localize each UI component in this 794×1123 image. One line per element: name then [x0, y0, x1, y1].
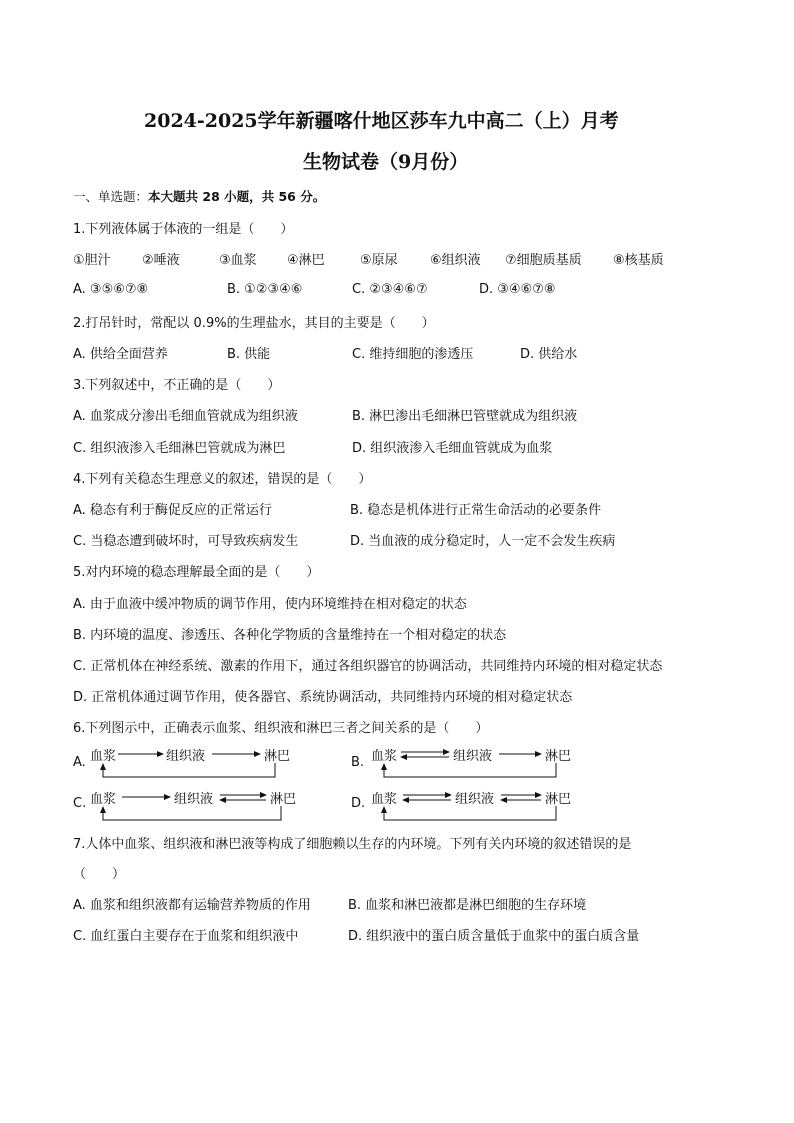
node-lymph: 淋巴 [545, 749, 572, 764]
question-5-stem: 5.对内环境的稳态理解最全面的是（ ） [73, 565, 320, 580]
q2-option-a: A. 供给全面营养 [73, 347, 168, 362]
q3-option-a: A. 血浆成分渗出毛细血管就成为组织液 [73, 409, 298, 424]
section-heading [73, 187, 325, 205]
diagram-b-arrows [369, 743, 579, 783]
node-plasma: 血浆 [90, 749, 117, 764]
section-text: 本大题共 28 小题，共 56 分。 [148, 189, 326, 204]
q1-item: ⑧核基质 [613, 253, 664, 268]
q1-item: ⑥组织液 [430, 253, 481, 268]
q1-option-b: B. ①②③④⑥ [227, 282, 303, 297]
question-2-stem: 2.打吊针时，常配以 0.9%的生理盐水，其目的主要是（ ） [73, 316, 435, 331]
q1-item: ③血浆 [219, 253, 257, 268]
q7-option-b: B. 血浆和淋巴液都是淋巴细胞的生存环境 [348, 898, 587, 913]
question-7-stem: 7.人体中血浆、组织液和淋巴液等构成了细胞赖以生存的内环境。下列有关内环境的叙述错误的是 [73, 837, 632, 852]
diagram-d-arrows [369, 786, 584, 826]
node-lymph: 淋巴 [545, 792, 572, 807]
node-plasma: 血浆 [371, 749, 398, 764]
q5-option-b: B. 内环境的温度、渗透压、各种化学物质的含量维持在一个相对稳定的状态 [73, 628, 507, 643]
q1-item: ①胆汁 [73, 253, 111, 268]
question-4-stem: 4.下列有关稳态生理意义的叙述，错误的是（ ） [73, 472, 372, 487]
diagram-c-arrows [88, 786, 303, 826]
q4-option-a: A. 稳态有利于酶促反应的正常运行 [73, 503, 272, 518]
q5-option-c: C. 正常机体在神经系统、激素的作用下，通过各组织器官的协调活动，共同维持内环境的相对稳定状态 [73, 659, 663, 674]
question-6-stem: 6.下列图示中，正确表示血浆、组织液和淋巴三者之间关系的是（ ） [73, 721, 489, 736]
q6-option-b-label: B. [351, 755, 365, 770]
node-tissue-fluid: 组织液 [455, 792, 495, 807]
node-tissue-fluid: 组织液 [174, 792, 214, 807]
q1-option-d: D. ③④⑥⑦⑧ [479, 282, 556, 297]
q6-option-a-label: A. [73, 755, 86, 770]
q5-option-a: A. 由于血液中缓冲物质的调节作用，使内环境维持在相对稳定的状态 [73, 597, 467, 612]
q2-option-d: D. 供给水 [520, 347, 578, 362]
node-plasma: 血浆 [371, 792, 398, 807]
q6-diagram-a [88, 743, 298, 783]
q4-option-d: D. 当血液的成分稳定时，人一定不会发生疾病 [350, 534, 616, 549]
node-tissue-fluid: 组织液 [453, 749, 493, 764]
q1-item: ②唾液 [142, 253, 180, 268]
page-title: 2024-2025学年新疆喀什地区莎车九中高二（上）月考 [144, 110, 619, 132]
node-lymph: 淋巴 [264, 749, 291, 764]
node-plasma: 血浆 [90, 792, 117, 807]
q1-item: ⑦细胞质基质 [505, 253, 582, 268]
q3-option-d: D. 组织液渗入毛细血管就成为血浆 [352, 441, 553, 456]
q1-option-c: C. ②③④⑥⑦ [352, 282, 428, 297]
q4-option-c: C. 当稳态遭到破坏时，可导致疾病发生 [73, 534, 299, 549]
question-3-stem: 3.下列叙述中，不正确的是（ ） [73, 378, 281, 393]
diagram-a-arrows [88, 743, 298, 783]
q1-option-a: A. ③⑤⑥⑦⑧ [73, 282, 149, 297]
q6-diagram-b [369, 743, 579, 783]
q2-option-b: B. 供能 [227, 347, 271, 362]
q6-option-c-label: C. [73, 796, 87, 811]
q5-option-d: D. 正常机体通过调节作用，使各器官、系统协调活动，共同维持内环境的相对稳定状态 [73, 690, 573, 705]
q3-option-b: B. 淋巴渗出毛细淋巴管壁就成为组织液 [352, 409, 578, 424]
page-subtitle: 生物试卷（9月份） [303, 151, 469, 173]
q1-item: ④淋巴 [287, 253, 325, 268]
node-tissue-fluid: 组织液 [166, 749, 206, 764]
q6-diagram-c [88, 786, 303, 826]
q7-option-a: A. 血浆和组织液都有运输营养物质的作用 [73, 898, 311, 913]
question-1-stem: 1.下列液体属于体液的一组是（ ） [73, 222, 294, 237]
q1-item: ⑤原尿 [360, 253, 398, 268]
q7-option-d: D. 组织液中的蛋白质含量低于血浆中的蛋白质含量 [348, 929, 640, 944]
q7-option-c: C. 血红蛋白主要存在于血浆和组织液中 [73, 929, 299, 944]
q4-option-b: B. 稳态是机体进行正常生命活动的必要条件 [350, 503, 602, 518]
node-lymph: 淋巴 [270, 792, 297, 807]
question-7-stem-cont: （ ） [73, 867, 126, 882]
section-prefix: 一、单选题： [73, 189, 149, 204]
q6-diagram-d [369, 786, 584, 826]
q3-option-c: C. 组织液渗入毛细淋巴管就成为淋巴 [73, 441, 286, 456]
q2-option-c: C. 维持细胞的渗透压 [352, 347, 474, 362]
q6-option-d-label: D. [351, 796, 366, 811]
